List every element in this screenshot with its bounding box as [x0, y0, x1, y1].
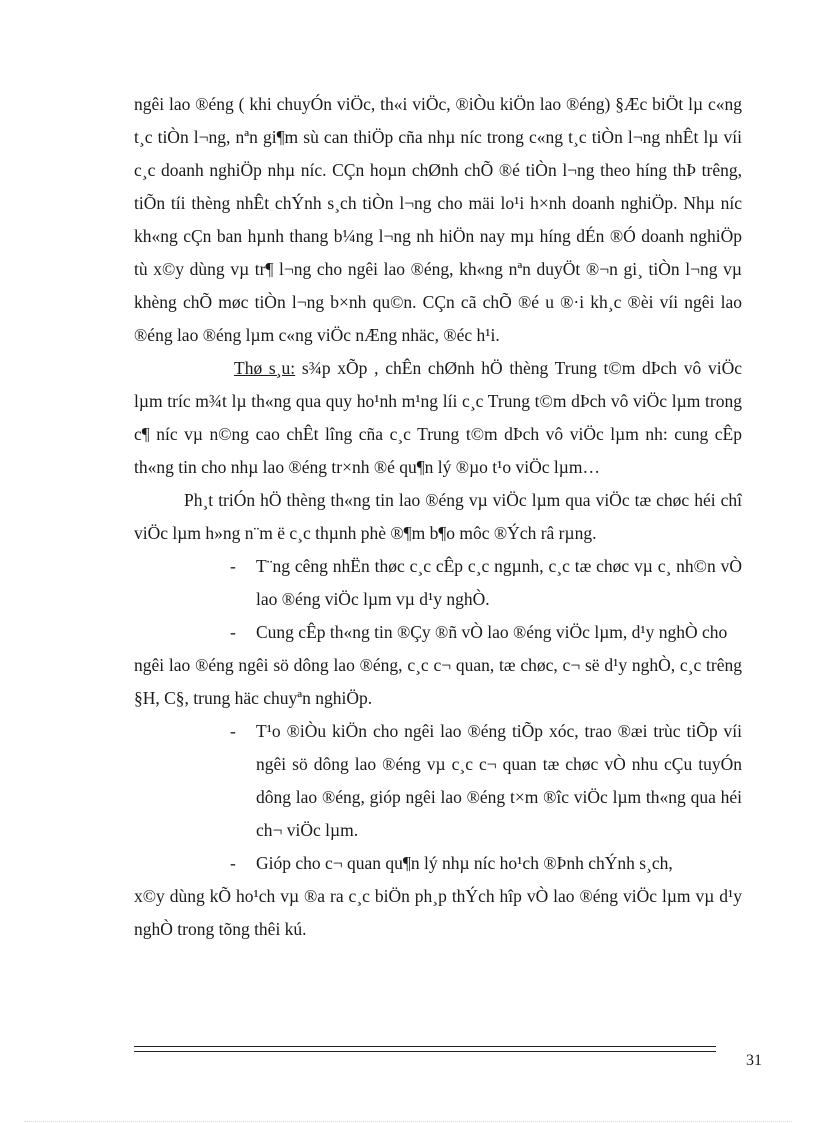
- paragraph-info-system: Ph¸t triÓn hÖ thèng th«ng tin lao ®éng vµ viÖc lµm qua viÖc tæ chøc héi chî viÖc lµm h»ng n¨m ë c¸c thµnh phè ®¶m b¶o môc ®Ých râ rµng.: [134, 490, 742, 543]
- document-body: [134, 88, 742, 946]
- dash-item-awareness: [134, 550, 742, 616]
- dash-item-text: Cung cÊp th«ng tin ®Çy ®ñ vÒ lao ®éng viÖc lµm, d¹y nghÒ cho: [256, 622, 728, 642]
- page-number: 31: [746, 1052, 762, 1069]
- dash-marker: -: [230, 556, 236, 576]
- dash-item-text: Gióp cho c¬ quan qu¶n lý nhµ níc ho¹ch ®Þnh chÝnh s¸ch,: [256, 853, 673, 873]
- dash-marker: -: [230, 721, 236, 741]
- footer-double-rule: [134, 1046, 716, 1052]
- sixth-label: Thø s¸u:: [234, 358, 296, 378]
- page-bottom-dotted-line: [24, 1121, 792, 1122]
- paragraph-sixth: [134, 352, 742, 484]
- paragraph-recipients: ngêi lao ®éng ngêi sö dông lao ®éng, c¸c c¬ quan, tæ chøc, c¬ së d¹y nghÒ, c¸c trêng §H, C§, trung häc chuyªn nghiÖp.: [134, 655, 742, 708]
- dash-marker: -: [230, 622, 236, 642]
- dash-item-text: T¨ng cêng nhËn thøc c¸c cÊp c¸c ngµnh, c¸c tæ chøc vµ c¸ nh©n vÒ lao ®éng viÖc lµm vµ d¹y nghÒ.: [256, 556, 742, 609]
- sixth-text: s¾p xÕp , chÊn chØnh hÖ thèng Trung t©m dÞch vô viÖc lµm tríc m¾t lµ th«ng qua quy ho¹nh m¹ng líi c¸c Trung t©m dÞch vô viÖc lµm trong c¶ níc vµ n©ng cao chÊt lîng cña c¸c Trung t©m dÞch vô viÖc lµm nh: cung cÊp th«ng tin cho nhµ lao ®éng tr×nh ®é qu¶n lý ®µo t¹o viÖc lµm…: [134, 358, 742, 477]
- dash-item-help-agency: [134, 847, 742, 880]
- dash-item-provide-info: [134, 616, 742, 649]
- paragraph-labor-policy: ngêi lao ®éng ( khi chuyÓn viÖc, th«i viÖc, ®iÒu kiÖn lao ®éng) §Æc biÖt lµ c«ng t¸c tiÒn l¬ng, nªn gi¶m sù can thiÖp cña nhµ níc trong c«ng t¸c tiÒn l¬ng nhÊt lµ víi c¸c doanh nghiÖp nhµ níc. CÇn hoµn chØnh chÕ ®é tiÒn l¬ng theo híng thÞ trêng, tiÕn tíi thèng nhÊt chÝnh s¸ch tiÒn l¬ng cho mäi lo¹i h×nh doanh nghiÖp. Nhµ níc kh«ng cÇn ban hµnh thang b¼ng l¬ng nh hiÖn nay mµ híng dÉn ®Ó doanh nghiÖp tù x©y dùng vµ tr¶ l¬ng cho ngêi lao ®éng, kh«ng nªn duyÖt ®¬n gi¸ tiÒn l¬ng vµ khèng chÕ møc tiÒn l¬ng b×nh qu©n. CÇn cã chÕ ®é u ®·i kh¸c ®èi víi ngêi lao ®éng lao ®éng lµm c«ng viÖc nÆng nhäc, ®éc h¹i.: [134, 94, 742, 345]
- dash-item-text: T¹o ®iÒu kiÖn cho ngêi lao ®éng tiÕp xóc, trao ®æi trùc tiÕp víi ngêi sö dông lao ®éng vµ c¸c c¬ quan tæ chøc vÒ nhu cÇu tuyÓn dông lao ®éng, gióp ngêi lao ®éng t×m ®îc viÖc lµm th«ng qua héi ch¬ viÖc lµm.: [256, 721, 742, 840]
- dash-marker: -: [230, 853, 236, 873]
- paragraph-planning: x©y dùng kÕ ho¹ch vµ ®a ra c¸c biÖn ph¸p thÝch hîp vÒ lao ®éng viÖc lµm vµ d¹y nghÒ trong tõng thêi kú.: [134, 886, 742, 939]
- dash-item-create-conditions: [134, 715, 742, 847]
